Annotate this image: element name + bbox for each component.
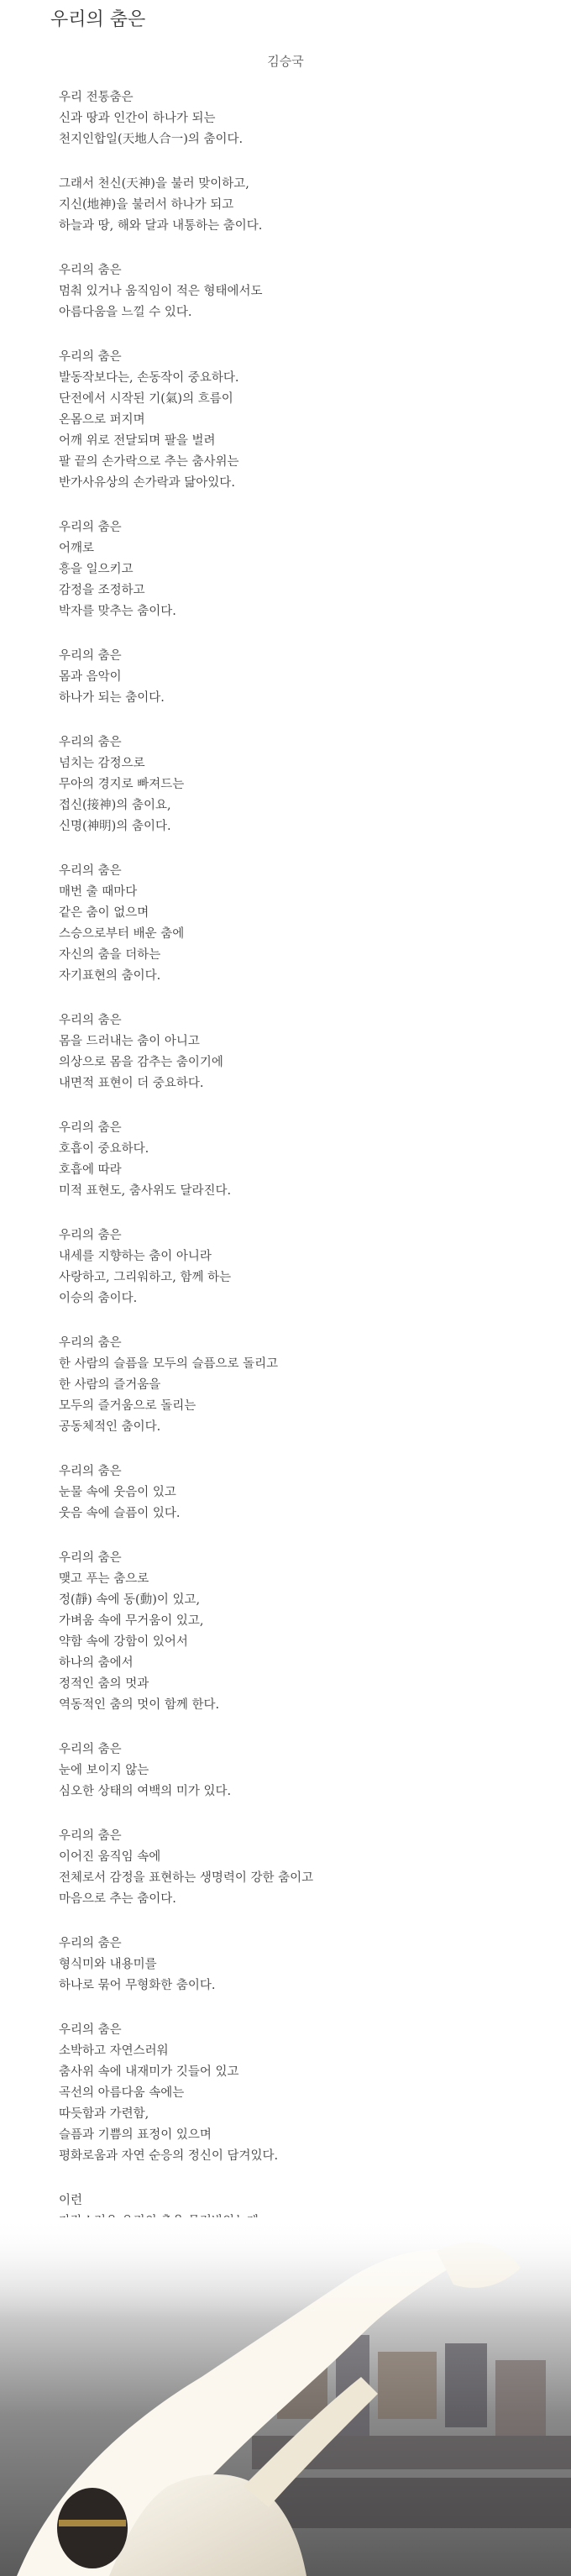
poem-line: 팔 끝의 손가락으로 추는 춤사위는 [59,455,239,469]
poem-line: 신명(神明)의 춤이다. [59,820,171,833]
poem-line: 아름다움을 느낄 수 있다. [59,306,192,319]
poem-line: 반가사유상의 손가락과 닮아있다. [59,476,235,490]
poem-line: 멈춰 있거나 움직임이 적은 형태에서도 [59,285,263,298]
poem-author: 김승국 [267,54,304,69]
poem-stanza [59,1225,529,1309]
poem-stanza [59,1933,529,1996]
poem-line: 하나로 묶어 무형화한 춤이다. [59,1979,216,1992]
poem-line: 지신(地神)을 불러서 하나가 되고 [59,198,234,212]
poem-line: 온몸으로 퍼지며 [59,413,145,427]
poem-stanza [59,2020,529,2167]
poem-line: 우리의 춤은 [59,1937,122,1950]
poem-line: 정적인 춤의 멋과 [59,1677,149,1691]
poem-line: 호흡에 따라 [59,1163,122,1177]
poem-line: 눈물 속에 웃음이 있고 [59,1486,176,1499]
poem-line: 우리의 춤은 [59,1014,122,1027]
poem-line: 자기표현의 춤이다. [59,969,161,983]
poem-line: 내세를 지향하는 춤이 아니라 [59,1250,212,1263]
poem-line: 형식미와 내용미를 [59,1958,157,1971]
poem-line: 슬픔과 기쁨의 표정이 있으며 [59,2128,212,2142]
poem-line: 눈에 보이지 않는 [59,1764,149,1777]
poem-line: 평화로움과 자연 순응의 정신이 담겨있다. [59,2149,279,2163]
poem-line: 우리의 춤은 [59,1551,122,1565]
poem-line: 이어진 움직임 속에 [59,1850,161,1864]
poem-stanza [59,1826,529,1910]
poem-line: 전체로서 감정을 표현하는 생명력이 강한 춤이고 [59,1871,314,1885]
poem-line: 이런 [59,2194,83,2207]
poem-line: 가벼움 속에 무거움이 있고, [59,1614,204,1628]
poem-stanza [59,1010,529,1094]
poem-stanza [59,347,529,494]
poem-line: 공동체적인 춤이다. [59,1420,161,1434]
poem-line: 발동작보다는, 손동작이 중요하다. [59,371,239,385]
dancer-photo [0,2217,571,2576]
poem-line: 우리의 춤은 [59,264,122,277]
poem-line: 스승으로부터 배운 춤에 [59,927,185,941]
poem-line: 미적 표현도, 춤사위도 달라진다. [59,1184,232,1198]
poem-stanza [59,1333,529,1438]
poem-line: 한 사람의 슬픔을 모두의 슬픔으로 돌리고 [59,1357,279,1371]
poem-line: 신과 땅과 인간이 하나가 되는 [59,112,216,125]
poem-line: 박자를 맞추는 춤이다. [59,605,176,618]
poem-line: 무아의 경지로 빠져드는 [59,778,185,791]
poem-line: 우리의 춤은 [59,736,122,749]
poem-line: 우리의 춤은 [59,1465,122,1478]
poem-line: 몸과 음악이 [59,670,122,684]
poem-line: 호흡이 중요하다. [59,1142,149,1156]
poem-line: 따듯함과 가련함, [59,2107,149,2121]
poem-stanza [59,1739,529,1802]
poem-line: 마음으로 추는 춤이다. [59,1892,176,1906]
poem-line: 이승의 춤이다. [59,1292,138,1305]
poem-line: 어깨로 [59,542,95,555]
poem-stanza [59,1548,529,1716]
poem-line: 역동적인 춤의 멋이 함께 한다. [59,1698,220,1712]
poem-line: 소박하고 자연스러워 [59,2044,169,2058]
poem-line: 웃음 속에 슬픔이 있다. [59,1507,181,1520]
poem-line: 우리의 춤은 [59,350,122,364]
poem-line: 약함 속에 강함이 있어서 [59,1635,188,1649]
poem-line: 천지인합일(天地人合一)의 춤이다. [59,133,244,146]
poem-line: 하나의 춤에서 [59,1656,134,1670]
poem-line: 내면적 표현이 더 중요하다. [59,1077,204,1090]
poem-line: 우리의 춤은 [59,1829,122,1843]
poem-body [59,87,529,2319]
poem-stanza [59,1461,529,1524]
poem-line: 우리의 춤은 [59,1229,122,1242]
poem-line: 의상으로 몸을 감추는 춤이기에 [59,1056,223,1069]
poem-line: 맺고 푸는 춤으로 [59,1572,149,1586]
poem-line: 접신(接神)의 춤이요, [59,799,171,812]
poem-line: 우리의 춤은 [59,1336,122,1350]
poem-stanza [59,517,529,622]
poem-line: 우리 전통춤은 [59,91,134,104]
poem-line: 흥을 일으키고 [59,563,134,576]
poem-title: 우리의 춤은 [50,9,146,30]
poem-line: 넘치는 감정으로 [59,757,145,770]
poem-line: 우리의 춤은 [59,2023,122,2037]
poem-line: 감정을 조정하고 [59,584,145,597]
poem-line: 매번 출 때마다 [59,885,138,899]
poem-line: 우리의 춤은 [59,649,122,663]
poem-line: 춤사위 속에 내재미가 깃들어 있고 [59,2065,239,2079]
poem-stanza [59,646,529,709]
poem-line: 몸을 드러내는 춤이 아니고 [59,1035,200,1048]
poem-stanza [59,732,529,837]
poem-line: 그래서 천신(天神)을 불러 맞이하고, [59,177,249,191]
poem-stanza [59,861,529,987]
poem-stanza [59,260,529,323]
poem-line: 한 사람의 즐거움을 [59,1378,161,1392]
poem-line: 정(靜) 속에 동(動)이 있고, [59,1593,201,1607]
poem-line: 하나가 되는 춤이다. [59,691,165,705]
poem-stanza [59,174,529,237]
poem-line: 심오한 상태의 여백의 미가 있다. [59,1785,232,1798]
poem-stanza [59,87,529,150]
poem-line: 사랑하고, 그리워하고, 함께 하는 [59,1271,232,1284]
poem-line: 자신의 춤을 더하는 [59,948,161,962]
poem-line: 어깨 위로 전달되며 팔을 벌려 [59,434,216,448]
poem-line: 우리의 춤은 [59,1121,122,1135]
poem-line: 우리의 춤은 [59,864,122,878]
poem-stanza [59,1118,529,1202]
poem-line: 하늘과 땅, 해와 달과 내통하는 춤이다. [59,219,263,233]
poem-line: 곡선의 아름다움 속에는 [59,2086,185,2100]
poem-line: 모두의 즐거움으로 돌리는 [59,1399,196,1413]
poem-line: 우리의 춤은 [59,521,122,534]
poem-line: 단전에서 시작된 기(氣)의 흐름이 [59,392,233,406]
poem-line: 우리의 춤은 [59,1743,122,1756]
poem-line: 같은 춤이 없으며 [59,906,149,920]
